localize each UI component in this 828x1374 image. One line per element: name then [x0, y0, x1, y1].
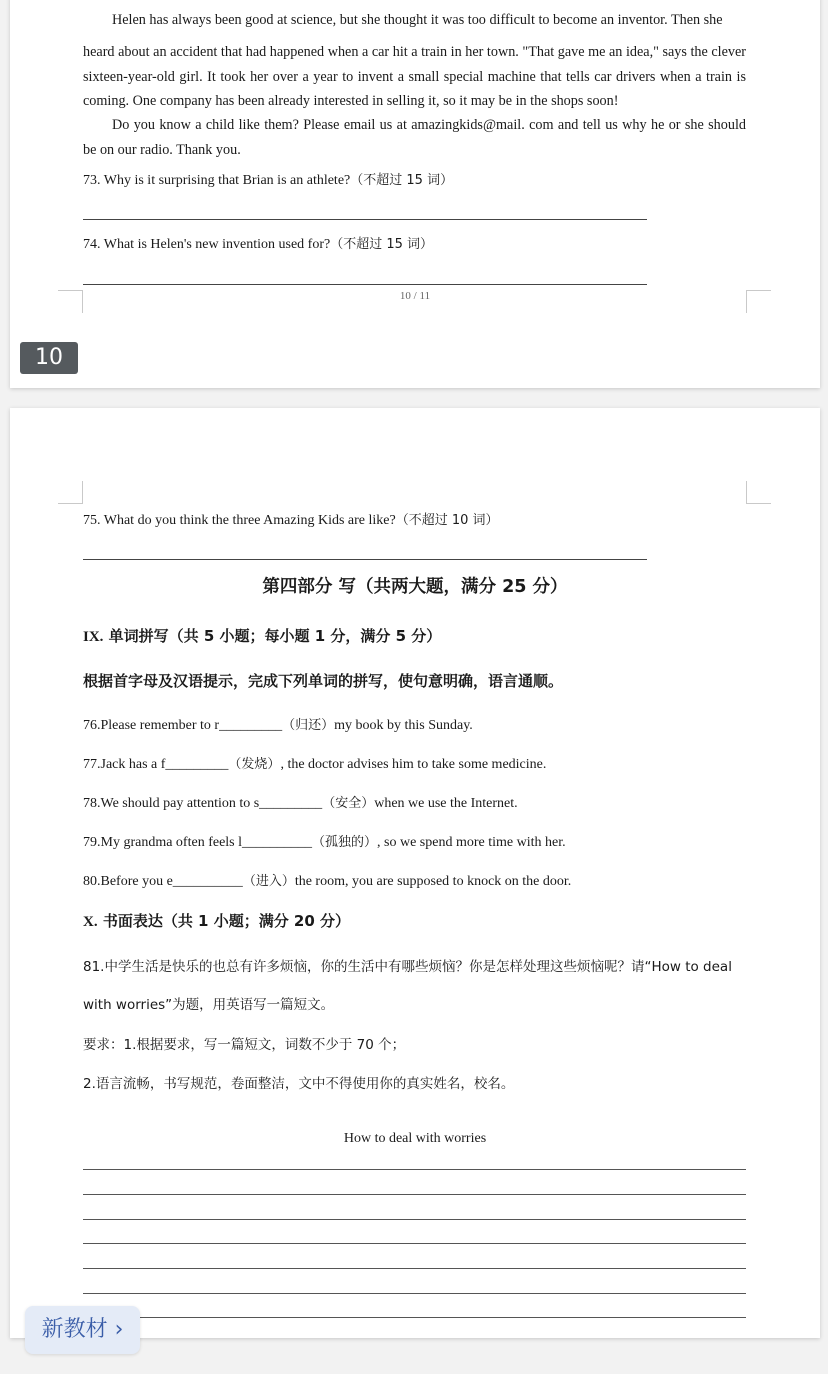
- answer-line-75[interactable]: [83, 559, 647, 560]
- question-75: 75. What do you think the three Amazing Kids are like?（不超过 10 词）: [83, 513, 499, 528]
- crop-mark: [58, 481, 83, 504]
- question-79: 79.My grandma often feels l__________（孤独的）, so we spend more time with her.: [83, 835, 566, 850]
- question-77: 77.Jack has a f_________（发烧）, the doctor advises him to take some medicine.: [83, 757, 547, 772]
- question-74: 74. What is Helen's new invention used for?（不超过 15 词）: [83, 237, 434, 252]
- writing-line[interactable]: [83, 1293, 746, 1294]
- answer-line-74[interactable]: [83, 284, 647, 285]
- requirement-2: 2.语言流畅，书写规范，卷面整洁，文中不得使用你的真实姓名，校名。: [83, 1076, 515, 1092]
- new-textbook-button[interactable]: 新教材 ›: [25, 1306, 140, 1354]
- section-ix-heading: IX. 单词拼写（共 5 小题；每小题 1 分，满分 5 分）: [83, 627, 442, 645]
- question-80: 80.Before you e__________（进入）the room, you are supposed to knock on the door.: [83, 874, 572, 889]
- writing-line[interactable]: [83, 1194, 746, 1195]
- requirement-1: 要求：1.根据要求，写一篇短文，词数不少于 70 个；: [83, 1037, 406, 1053]
- question-76: 76.Please remember to r_________（归还）my book by this Sunday.: [83, 718, 473, 733]
- paragraph-email: Do you know a child like them? Please email us at amazingkids@mail. com and tell us why he or she should be on our radio. Thank you.: [83, 117, 746, 158]
- section-ix-instruction: 根据首字母及汉语提示，完成下列单词的拼写，使句意明确，语言通顺。: [83, 672, 564, 690]
- crop-mark: [746, 481, 771, 504]
- writing-line[interactable]: [83, 1219, 746, 1220]
- writing-line[interactable]: [83, 1268, 746, 1269]
- question-81-line2: with worries”为题，用英语写一篇短文。: [83, 997, 335, 1013]
- essay-title: How to deal with worries: [343, 1131, 487, 1146]
- question-73: 73. Why is it surprising that Brian is an athlete?（不超过 15 词）: [83, 173, 454, 188]
- document-page-11: [10, 408, 820, 1338]
- page-number: 10 / 11: [399, 290, 431, 302]
- section-x-heading: X. 书面表达（共 1 小题；满分 20 分）: [83, 912, 351, 930]
- document-page-10: [10, 0, 820, 388]
- paragraph-helen: heard about an accident that had happened when a car hit a train in her town. "That gave me an idea," says the clever sixteen-year-old girl. It took her over a year to invent a small special machine that tells car drivers when a train is coming. One company has been already interested in selling it, so it may be in the shops soon!: [83, 44, 746, 109]
- part4-title: 第四部分 写（共两大题，满分 25 分）: [262, 577, 568, 597]
- page-badge: 10: [20, 342, 78, 374]
- cut-off-line: Helen has always been good at science, but she thought it was too difficult to become an inventor. Then she: [112, 12, 723, 28]
- writing-line[interactable]: [83, 1243, 746, 1244]
- writing-line[interactable]: [83, 1317, 746, 1318]
- writing-line[interactable]: [83, 1169, 746, 1170]
- question-78: 78.We should pay attention to s_________（安全）when we use the Internet.: [83, 796, 518, 811]
- question-81-line1: 81.中学生活是快乐的也总有许多烦恼，你的生活中有哪些烦恼？你是怎样处理这些烦恼呢？请“How to deal: [83, 959, 732, 975]
- answer-line-73[interactable]: [83, 219, 647, 220]
